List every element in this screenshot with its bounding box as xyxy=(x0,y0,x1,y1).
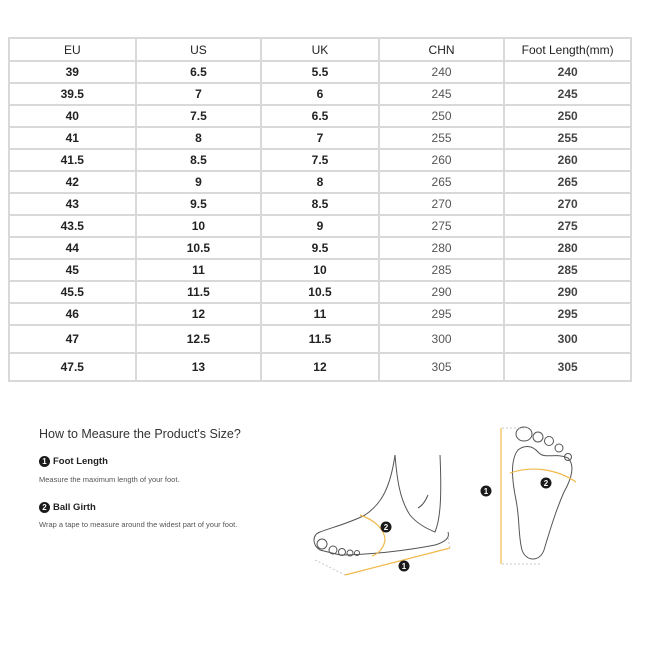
step-label: Foot Length xyxy=(53,456,108,467)
cell-foot-length: 275 xyxy=(504,215,631,237)
cell-uk: 6 xyxy=(261,83,379,105)
cell-foot-length: 295 xyxy=(504,303,631,325)
cell-chn: 250 xyxy=(379,105,505,127)
table-row xyxy=(9,127,631,149)
cell-uk: 9 xyxy=(261,215,379,237)
cell-eu: 47.5 xyxy=(9,353,136,381)
cell-foot-length: 260 xyxy=(504,149,631,171)
header-row xyxy=(9,38,631,61)
step-description: Measure the maximum length of your foot. xyxy=(39,475,180,484)
header-us: US xyxy=(136,38,262,61)
cell-foot-length: 300 xyxy=(504,325,631,353)
cell-eu: 42 xyxy=(9,171,136,193)
header-eu: EU xyxy=(9,38,136,61)
cell-uk: 11.5 xyxy=(261,325,379,353)
table-row xyxy=(9,171,631,193)
cell-chn: 240 xyxy=(379,61,505,83)
cell-chn: 280 xyxy=(379,237,505,259)
cell-eu: 43.5 xyxy=(9,215,136,237)
cell-foot-length: 305 xyxy=(504,353,631,381)
table-row xyxy=(9,325,631,353)
cell-us: 8 xyxy=(136,127,262,149)
step-ball-girth xyxy=(39,502,96,513)
cell-chn: 305 xyxy=(379,353,505,381)
cell-chn: 295 xyxy=(379,303,505,325)
cell-us: 12 xyxy=(136,303,262,325)
cell-chn: 255 xyxy=(379,127,505,149)
cell-chn: 285 xyxy=(379,259,505,281)
cell-eu: 39 xyxy=(9,61,136,83)
cell-us: 9 xyxy=(136,171,262,193)
header-chn: CHN xyxy=(379,38,505,61)
table-row xyxy=(9,105,631,127)
step-number-icon: 1 xyxy=(39,456,50,467)
marker-number: 2 xyxy=(383,523,389,532)
cell-uk: 8 xyxy=(261,171,379,193)
step-number-icon: 2 xyxy=(39,502,50,513)
cell-uk: 8.5 xyxy=(261,193,379,215)
cell-foot-length: 280 xyxy=(504,237,631,259)
cell-uk: 12 xyxy=(261,353,379,381)
header-foot-length: Foot Length(mm) xyxy=(504,38,631,61)
cell-eu: 43 xyxy=(9,193,136,215)
cell-foot-length: 240 xyxy=(504,61,631,83)
cell-uk: 9.5 xyxy=(261,237,379,259)
top-marker-1 xyxy=(481,486,492,497)
table-row xyxy=(9,61,631,83)
table-row xyxy=(9,193,631,215)
cell-foot-length: 250 xyxy=(504,105,631,127)
cell-chn: 245 xyxy=(379,83,505,105)
cell-us: 10.5 xyxy=(136,237,262,259)
table-row xyxy=(9,149,631,171)
side-marker-1 xyxy=(399,561,410,572)
cell-chn: 270 xyxy=(379,193,505,215)
cell-eu: 45.5 xyxy=(9,281,136,303)
cell-us: 7.5 xyxy=(136,105,262,127)
cell-uk: 5.5 xyxy=(261,61,379,83)
table-row xyxy=(9,353,631,381)
table-row xyxy=(9,259,631,281)
step-foot-length xyxy=(39,456,108,467)
cell-uk: 7 xyxy=(261,127,379,149)
marker-number: 1 xyxy=(483,487,489,496)
cell-foot-length: 290 xyxy=(504,281,631,303)
cell-chn: 265 xyxy=(379,171,505,193)
marker-number: 2 xyxy=(543,479,549,488)
cell-uk: 10 xyxy=(261,259,379,281)
cell-uk: 6.5 xyxy=(261,105,379,127)
cell-chn: 290 xyxy=(379,281,505,303)
marker-number: 1 xyxy=(401,562,407,571)
cell-foot-length: 245 xyxy=(504,83,631,105)
cell-chn: 260 xyxy=(379,149,505,171)
step-label: Ball Girth xyxy=(53,502,96,513)
cell-us: 6.5 xyxy=(136,61,262,83)
cell-us: 8.5 xyxy=(136,149,262,171)
cell-eu: 46 xyxy=(9,303,136,325)
table-row xyxy=(9,237,631,259)
cell-foot-length: 270 xyxy=(504,193,631,215)
side-length-line xyxy=(345,548,450,575)
side-girth-line xyxy=(360,515,385,556)
top-foot-icon xyxy=(513,427,572,559)
table-row xyxy=(9,303,631,325)
side-marker-2 xyxy=(381,522,392,533)
cell-uk: 11 xyxy=(261,303,379,325)
cell-us: 11.5 xyxy=(136,281,262,303)
cell-chn: 300 xyxy=(379,325,505,353)
cell-eu: 41 xyxy=(9,127,136,149)
cell-us: 10 xyxy=(136,215,262,237)
cell-eu: 41.5 xyxy=(9,149,136,171)
cell-uk: 10.5 xyxy=(261,281,379,303)
header-uk: UK xyxy=(261,38,379,61)
cell-eu: 44 xyxy=(9,237,136,259)
cell-foot-length: 265 xyxy=(504,171,631,193)
cell-us: 11 xyxy=(136,259,262,281)
side-foot-icon xyxy=(314,455,448,556)
cell-foot-length: 255 xyxy=(504,127,631,149)
cell-foot-length: 285 xyxy=(504,259,631,281)
table-row xyxy=(9,281,631,303)
step-description: Wrap a tape to measure around the widest part of your foot. xyxy=(39,520,238,529)
side-foot-guides xyxy=(315,538,450,575)
top-marker-2 xyxy=(541,478,552,489)
cell-us: 13 xyxy=(136,353,262,381)
cell-eu: 47 xyxy=(9,325,136,353)
cell-uk: 7.5 xyxy=(261,149,379,171)
cell-us: 9.5 xyxy=(136,193,262,215)
cell-eu: 39.5 xyxy=(9,83,136,105)
cell-chn: 275 xyxy=(379,215,505,237)
table-row xyxy=(9,215,631,237)
cell-eu: 40 xyxy=(9,105,136,127)
table-row xyxy=(9,83,631,105)
guide-title: How to Measure the Product's Size? xyxy=(39,427,241,441)
cell-eu: 45 xyxy=(9,259,136,281)
size-chart-table xyxy=(8,37,632,382)
cell-us: 12.5 xyxy=(136,325,262,353)
foot-measurement-illustration xyxy=(300,420,600,580)
cell-us: 7 xyxy=(136,83,262,105)
